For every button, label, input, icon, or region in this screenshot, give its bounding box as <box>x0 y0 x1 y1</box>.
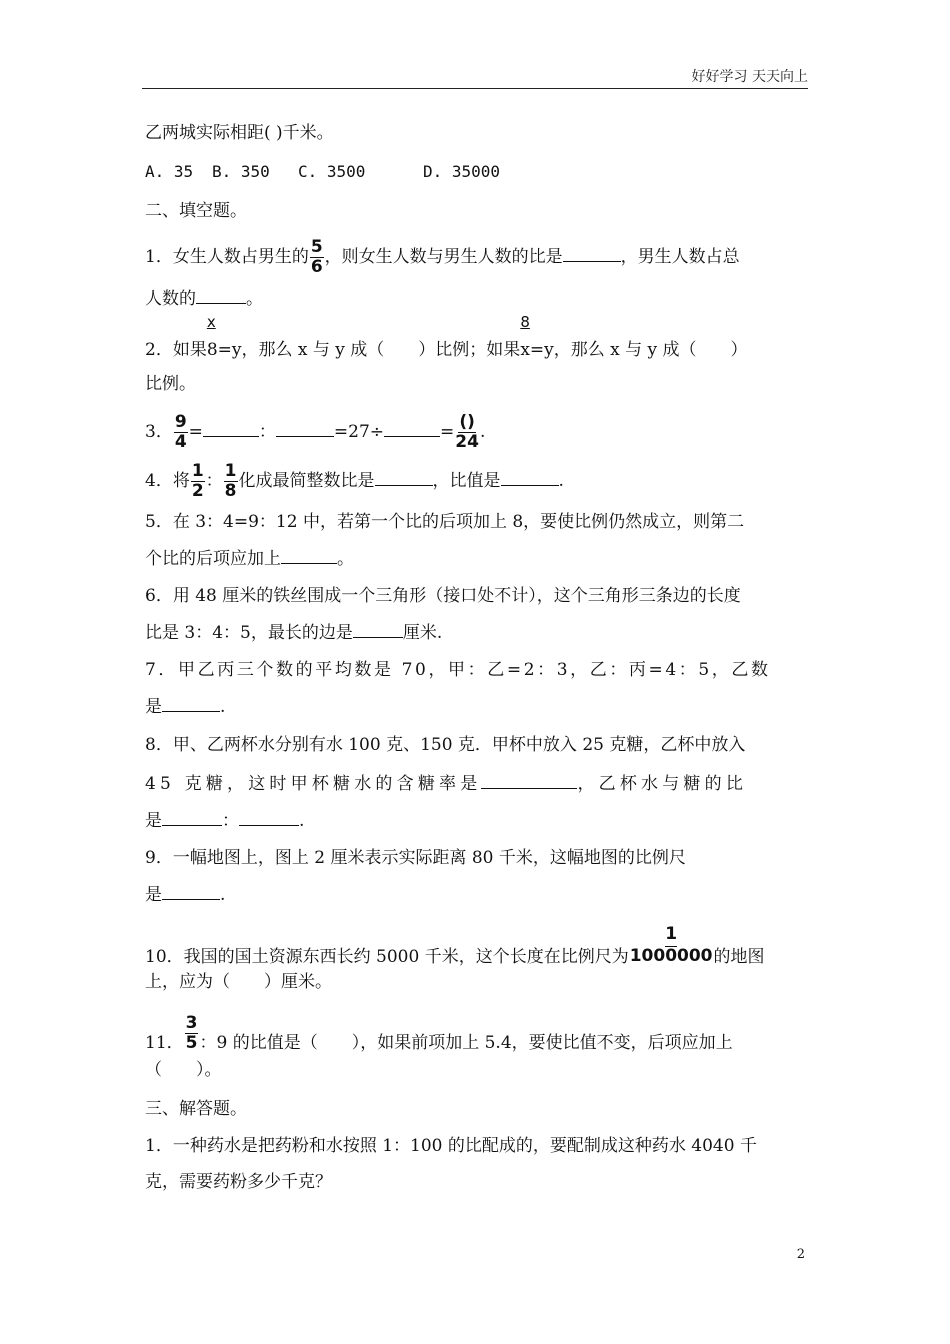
q6-line1: 6．用 48 厘米的铁丝围成一个三角形（接口处不计），这个三角形三条边的长度 <box>145 586 741 606</box>
q5-line2 <box>145 546 808 571</box>
q8-blank-2[interactable] <box>162 808 222 826</box>
q4-end: . <box>558 471 564 491</box>
q8-text-c: ，乙杯水与糖的比 <box>577 774 748 794</box>
q9-blank[interactable] <box>162 882 220 900</box>
q9-text-b: 是 <box>145 885 162 905</box>
q2-fraction-8-x <box>520 313 530 362</box>
section3-title: 三、解答题。 <box>145 1099 247 1119</box>
frac-den: 24 <box>455 432 479 452</box>
s3-q1-line1: 1．一种药水是把药粉和水按照 1：100 的比配成的，要配制成这种药水 4040 千 <box>145 1136 757 1156</box>
s3-q1-line2: 克，需要药粉多少千克？ <box>145 1172 332 1192</box>
section2-title: 二、填空题。 <box>145 201 247 221</box>
q3-text-b: =27÷ <box>333 422 385 442</box>
q7-text-b: 是 <box>145 697 162 717</box>
q6-text-b: 比是 3：4：5，最长的边是 <box>145 623 353 643</box>
q7-text-c: . <box>220 697 226 717</box>
q11-line2: （ ）。 <box>145 1060 222 1080</box>
q7-blank[interactable] <box>162 694 220 712</box>
q3-blank-3[interactable] <box>384 419 440 437</box>
q5-blank[interactable] <box>281 546 337 564</box>
header-text: 好好学习 天天向上 <box>691 69 808 85</box>
q7-line1: 7．甲乙丙三个数的平均数是 70，甲：乙=2：3，乙：丙=4：5，乙数 <box>145 660 771 680</box>
header-divider <box>142 88 808 89</box>
q2-fraction-x-8 <box>206 313 218 362</box>
q1-text-d: 人数的 <box>145 289 196 309</box>
frac-den: 6 <box>310 257 323 277</box>
q1-text-a: 1．女生人数占男生的 <box>145 247 309 267</box>
q4-text-c: ，比值是 <box>432 471 501 491</box>
q4-colon: ： <box>205 471 223 491</box>
frac-den: 8 <box>206 340 218 360</box>
q1-line1 <box>145 238 808 277</box>
q5-text-b: 个比的后项应加上 <box>145 549 281 569</box>
q3-text-c: = <box>440 422 455 442</box>
option-a: A. 35 <box>145 162 194 181</box>
fraction-1-2 <box>191 462 205 501</box>
q10-text-a: 10．我国的国土资源东西长约 5000 千米，这个长度在比例尺为 <box>145 947 629 967</box>
fraction-1-1000000 <box>630 925 713 966</box>
q4-blank-2[interactable] <box>501 468 559 486</box>
q10-text-b: 的地图 <box>713 947 765 967</box>
q8-text-d: 是 <box>145 811 162 831</box>
frac-num: 1 <box>224 461 237 481</box>
q2-text-a: 2．如果 <box>145 340 207 360</box>
q10-line2: 上，应为（ ）厘米。 <box>145 972 332 992</box>
fraction-5-6 <box>310 238 324 277</box>
q9-text-c: . <box>220 885 226 905</box>
frac-den: 1000000 <box>629 946 713 966</box>
q3-blank-2[interactable] <box>276 419 334 437</box>
q11-text-b: ：9 的比值是（ ），如果前项加上 5.4，要使比值不变，后项应加上 <box>199 1033 733 1053</box>
q1-blank-1[interactable] <box>563 244 621 262</box>
q1-blank-2[interactable] <box>196 286 246 304</box>
q8-line1: 8．甲、乙两杯水分别有水 100 克、150 克．甲杯中放入 25 克糖，乙杯中放入 <box>145 735 746 755</box>
q2-line1 <box>145 313 808 362</box>
q2-line2: 比例。 <box>145 374 196 394</box>
page-number: 2 <box>796 1247 805 1262</box>
q6-text-c: 厘米. <box>402 623 443 643</box>
q3-text-a: 3． <box>145 422 173 442</box>
q7-line2 <box>145 694 808 719</box>
q2-text-b: =y，那么 x 与 y 成（ ）比例；如果 <box>217 340 521 360</box>
q4-text-a: 4．将 <box>145 471 190 491</box>
q9-line1: 9．一幅地图上，图上 2 厘米表示实际距离 80 千米，这幅地图的比例尺 <box>145 848 686 868</box>
q1-text-e: 。 <box>246 289 263 309</box>
frac-num: () <box>459 412 475 432</box>
frac-num: 9 <box>174 412 187 432</box>
q8-text-b: 45 克糖，这时甲杯糖水的含糖率是 <box>145 774 482 794</box>
frac-den: 8 <box>224 481 237 501</box>
frac-num: 1 <box>665 925 677 947</box>
q3-colon: ： <box>258 422 276 442</box>
frac-den: 5 <box>185 1033 198 1053</box>
option-c: C. 3500 <box>298 162 366 181</box>
q3-end: . <box>479 422 486 442</box>
frac-num: 3 <box>185 1013 198 1033</box>
option-d: D. 35000 <box>423 162 501 181</box>
q8-text-e: . <box>299 811 305 831</box>
frac-num: x <box>206 313 216 331</box>
q4-line <box>145 462 808 501</box>
q4-blank-1[interactable] <box>375 468 433 486</box>
q3-blank-1[interactable] <box>203 419 259 437</box>
q5-line1: 5．在 3：4=9：12 中，若第一个比的后项加上 8，要使比例仍然成立，则第二 <box>145 512 745 532</box>
q8-line2 <box>145 771 808 796</box>
frac-num: 1 <box>191 461 204 481</box>
q8-blank-1[interactable] <box>481 771 577 789</box>
q1-line2 <box>145 286 808 311</box>
frac-num: 8 <box>520 313 530 331</box>
prev-question-line: 乙两城实际相距( )千米。 <box>145 123 334 143</box>
q2-text-c: =y，那么 x 与 y 成（ ） <box>529 340 748 360</box>
q1-text-b: ，则女生人数与男生人数的比是 <box>324 247 563 267</box>
q5-text-c: 。 <box>337 549 354 569</box>
frac-den: 2 <box>191 481 204 501</box>
q6-line2 <box>145 620 808 645</box>
prev-options <box>145 160 808 184</box>
frac-num: 5 <box>310 237 323 257</box>
q11-text-a: 11． <box>145 1033 184 1053</box>
fraction-3-5 <box>185 1014 199 1053</box>
q8-line3 <box>145 808 808 833</box>
q9-line2 <box>145 882 808 907</box>
q4-text-b: 化成最简整数比是 <box>238 471 375 491</box>
q8-colon: ： <box>222 811 239 831</box>
fraction-1-8 <box>224 462 238 501</box>
q1-text-c: ，男生人数占总 <box>620 247 740 267</box>
frac-den: 4 <box>174 432 187 452</box>
frac-den: x <box>520 340 530 360</box>
q6-blank[interactable] <box>353 620 403 638</box>
q3-eq: = <box>188 422 203 442</box>
option-b: B. 350 <box>212 162 270 181</box>
q8-blank-3[interactable] <box>239 808 299 826</box>
fraction-blank-24 <box>455 413 479 452</box>
q3-line <box>145 413 808 452</box>
fraction-9-4 <box>174 413 188 452</box>
